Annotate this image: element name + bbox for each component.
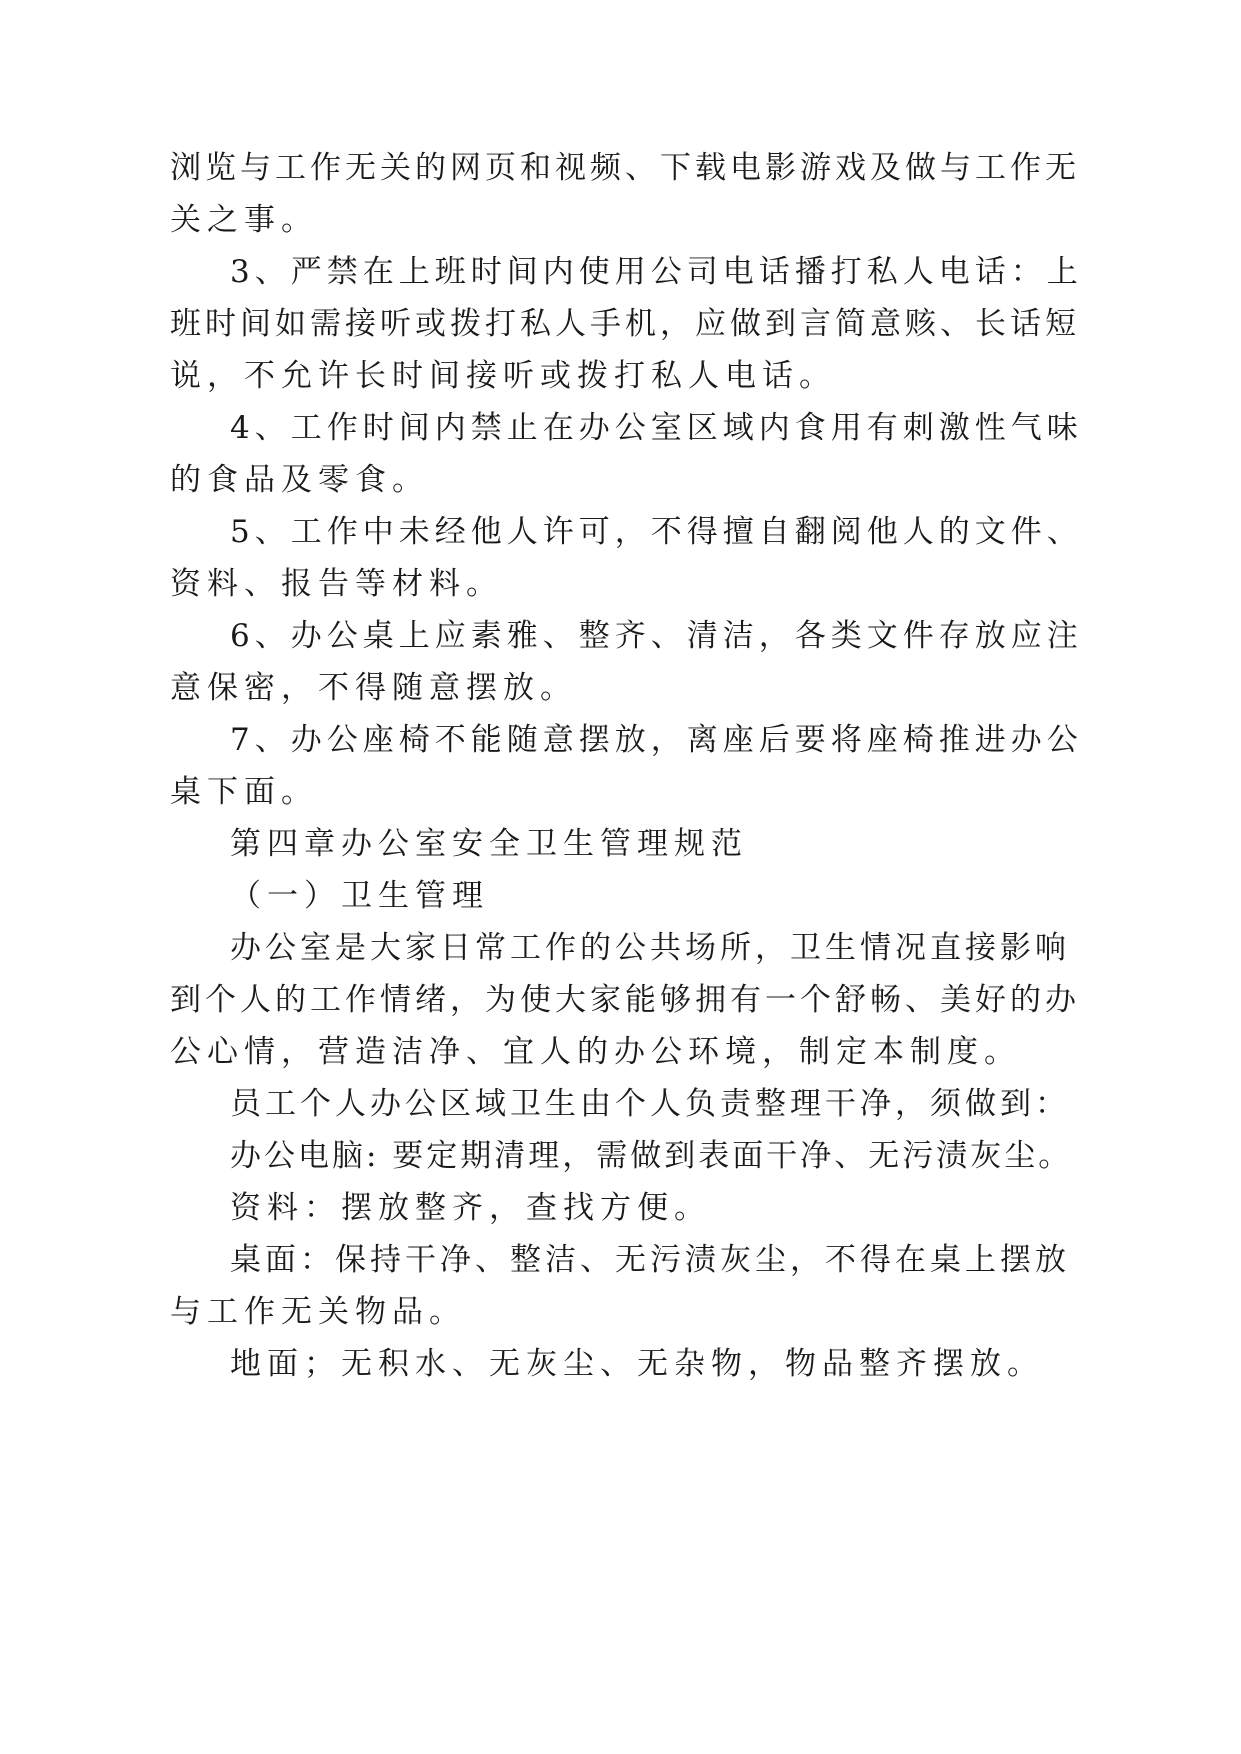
text-line-21: 资料：摆放整齐，查找方便。 <box>230 1190 711 1226</box>
text-line-24: 地面；无积水、无灰尘、无杂物，物品整齐摆放。 <box>230 1346 1044 1382</box>
text-line-2: 关之事。 <box>170 202 318 238</box>
text-line-20: 办公电脑: 要定期清理，需做到表面干净、无污渍灰尘。 <box>230 1138 1073 1174</box>
text-line-1: 浏览与工作无关的网页和视频、下载电影游戏及做与工作无 <box>170 150 1080 186</box>
text-line-8: 5、工作中未经他人许可，不得擅自翻阅他人的文件、 <box>230 514 1083 550</box>
text-line-5: 说，不允许长时间接听或拨打私人电话。 <box>170 358 836 394</box>
text-line-9: 资料、报告等材料。 <box>170 566 503 602</box>
chapter-heading: 第四章办公室安全卫生管理规范 <box>230 826 748 862</box>
text-line-16: 办公室是大家日常工作的公共场所，卫生情况直接影响 <box>230 930 1070 966</box>
text-line-4: 班时间如需接听或拨打私人手机，应做到言简意赅、长话短 <box>170 306 1080 342</box>
text-line-11: 意保密，不得随意摆放。 <box>170 670 577 706</box>
text-line-3: 3、严禁在上班时间内使用公司电话播打私人电话：上 <box>230 254 1083 290</box>
text-line-23: 与工作无关物品。 <box>170 1294 466 1330</box>
text-line-7: 的食品及零食。 <box>170 462 429 498</box>
text-line-12: 7、办公座椅不能随意摆放，离座后要将座椅推进办公 <box>230 722 1083 758</box>
text-line-10: 6、办公桌上应素雅、整齐、清洁，各类文件存放应注 <box>230 618 1083 654</box>
text-line-19: 员工个人办公区域卫生由个人负责整理干净，须做到： <box>230 1086 1070 1122</box>
text-line-17: 到个人的工作情绪，为使大家能够拥有一个舒畅、美好的办 <box>170 982 1080 1018</box>
text-line-22: 桌面：保持干净、整洁、无污渍灰尘，不得在桌上摆放 <box>230 1242 1070 1278</box>
text-line-13: 桌下面。 <box>170 774 318 810</box>
section-heading: （一）卫生管理 <box>230 878 489 914</box>
text-line-18: 公心情，营造洁净、宜人的办公环境，制定本制度。 <box>170 1034 1021 1070</box>
text-line-6: 4、工作时间内禁止在办公室区域内食用有刺激性气味 <box>230 410 1083 446</box>
